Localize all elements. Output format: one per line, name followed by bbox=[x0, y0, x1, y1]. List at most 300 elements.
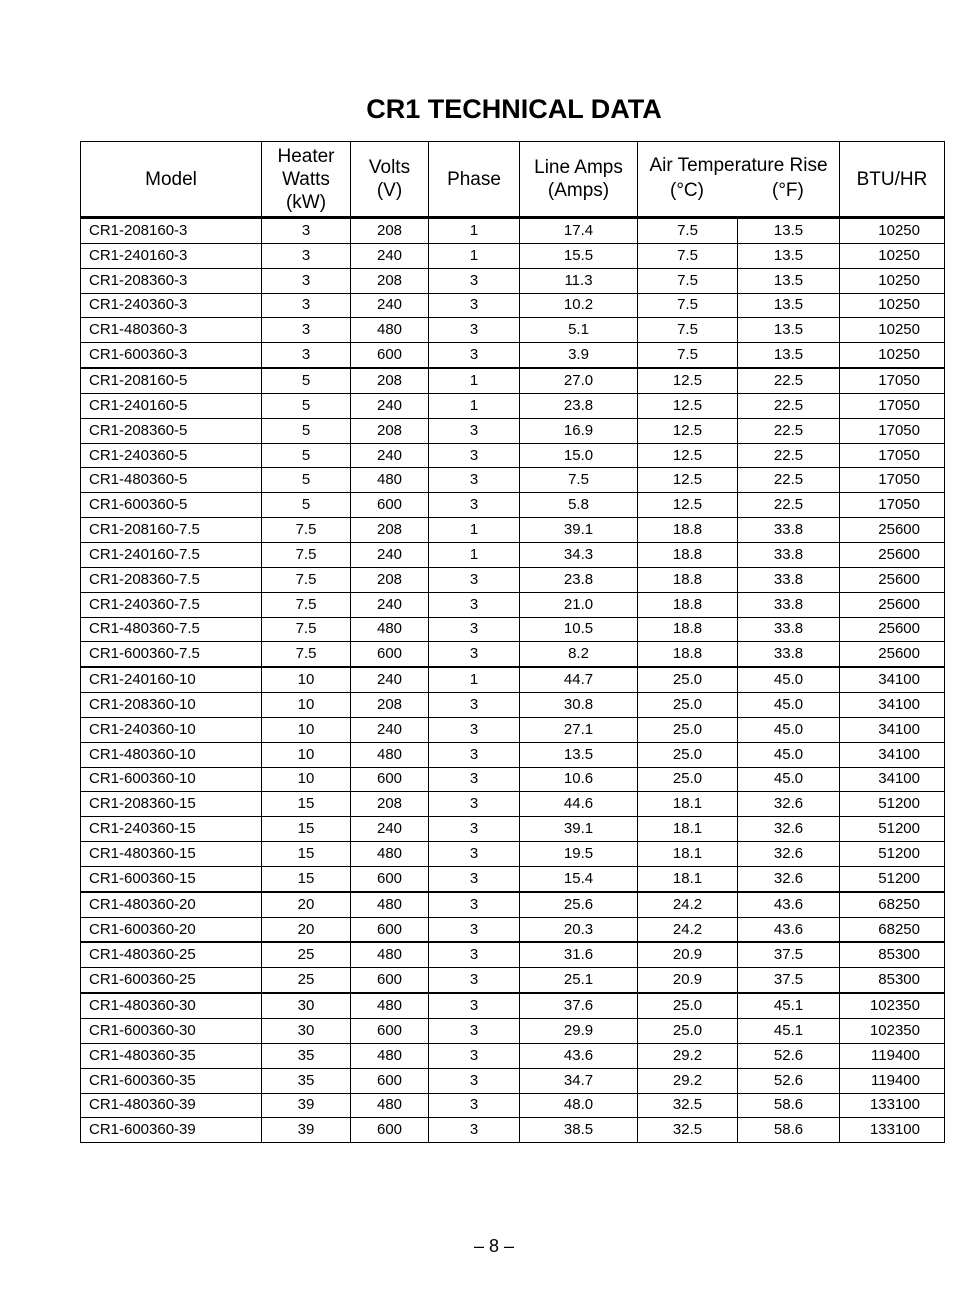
table-row bbox=[81, 318, 945, 343]
heater-watts-cell: 10 bbox=[262, 693, 351, 718]
heater-watts-cell: 30 bbox=[262, 993, 351, 1018]
table-header-row bbox=[81, 142, 945, 218]
header-line-amps-line1: Line Amps bbox=[534, 157, 623, 178]
btu-cell: 10250 bbox=[840, 268, 945, 293]
volts-cell: 240 bbox=[351, 443, 429, 468]
table-row bbox=[81, 617, 945, 642]
temp-rise-c-cell: 18.1 bbox=[638, 842, 738, 867]
phase-cell: 3 bbox=[429, 318, 520, 343]
heater-watts-cell: 7.5 bbox=[262, 518, 351, 543]
temp-rise-f-cell: 13.5 bbox=[738, 243, 840, 268]
btu-cell: 25600 bbox=[840, 567, 945, 592]
btu-cell: 10250 bbox=[840, 318, 945, 343]
model-cell: CR1-480360-10 bbox=[81, 742, 262, 767]
btu-cell: 10250 bbox=[840, 243, 945, 268]
phase-cell: 3 bbox=[429, 693, 520, 718]
temp-rise-c-cell: 25.0 bbox=[638, 667, 738, 692]
table-row bbox=[81, 917, 945, 942]
temp-rise-c-cell: 12.5 bbox=[638, 468, 738, 493]
temp-rise-c-cell: 32.5 bbox=[638, 1118, 738, 1143]
btu-cell: 10250 bbox=[840, 343, 945, 368]
temp-rise-c-cell: 7.5 bbox=[638, 293, 738, 318]
btu-cell: 17050 bbox=[840, 393, 945, 418]
model-cell: CR1-600360-3 bbox=[81, 343, 262, 368]
heater-watts-cell: 25 bbox=[262, 942, 351, 967]
heater-watts-cell: 7.5 bbox=[262, 567, 351, 592]
table-row bbox=[81, 493, 945, 518]
phase-cell: 3 bbox=[429, 817, 520, 842]
model-cell: CR1-480360-30 bbox=[81, 993, 262, 1018]
heater-watts-cell: 30 bbox=[262, 1019, 351, 1044]
phase-cell: 3 bbox=[429, 717, 520, 742]
heater-watts-cell: 3 bbox=[262, 318, 351, 343]
model-cell: CR1-208360-7.5 bbox=[81, 567, 262, 592]
phase-cell: 3 bbox=[429, 1043, 520, 1068]
temp-rise-f-cell: 43.6 bbox=[738, 917, 840, 942]
phase-cell: 3 bbox=[429, 866, 520, 891]
page-title: CR1 TECHNICAL DATA bbox=[366, 94, 662, 125]
model-cell: CR1-208160-7.5 bbox=[81, 518, 262, 543]
volts-cell: 240 bbox=[351, 817, 429, 842]
line-amps-cell: 27.1 bbox=[520, 717, 638, 742]
btu-cell: 25600 bbox=[840, 592, 945, 617]
heater-watts-cell: 15 bbox=[262, 792, 351, 817]
table-row bbox=[81, 866, 945, 891]
btu-cell: 34100 bbox=[840, 742, 945, 767]
heater-watts-cell: 7.5 bbox=[262, 642, 351, 667]
heater-watts-cell: 3 bbox=[262, 293, 351, 318]
temp-rise-c-cell: 7.5 bbox=[638, 268, 738, 293]
table-row bbox=[81, 368, 945, 393]
table-row bbox=[81, 592, 945, 617]
volts-cell: 600 bbox=[351, 917, 429, 942]
phase-cell: 3 bbox=[429, 792, 520, 817]
volts-cell: 240 bbox=[351, 542, 429, 567]
temp-rise-f-cell: 13.5 bbox=[738, 293, 840, 318]
temp-rise-c-cell: 12.5 bbox=[638, 493, 738, 518]
temp-rise-f-cell: 45.0 bbox=[738, 742, 840, 767]
heater-watts-cell: 5 bbox=[262, 393, 351, 418]
phase-cell: 3 bbox=[429, 1118, 520, 1143]
header-heater-watts-line2: Watts bbox=[282, 168, 330, 190]
volts-cell: 240 bbox=[351, 243, 429, 268]
phase-cell: 3 bbox=[429, 567, 520, 592]
temp-rise-c-cell: 29.2 bbox=[638, 1068, 738, 1093]
model-cell: CR1-240160-3 bbox=[81, 243, 262, 268]
heater-watts-cell: 7.5 bbox=[262, 542, 351, 567]
phase-cell: 1 bbox=[429, 218, 520, 244]
table-row bbox=[81, 968, 945, 993]
line-amps-cell: 10.6 bbox=[520, 767, 638, 792]
temp-rise-f-cell: 32.6 bbox=[738, 866, 840, 891]
header-air-temp-celsius: (°C) bbox=[670, 180, 704, 201]
phase-cell: 3 bbox=[429, 1019, 520, 1044]
model-cell: CR1-240360-15 bbox=[81, 817, 262, 842]
volts-cell: 600 bbox=[351, 968, 429, 993]
btu-cell: 10250 bbox=[840, 218, 945, 244]
temp-rise-f-cell: 58.6 bbox=[738, 1118, 840, 1143]
table-row bbox=[81, 993, 945, 1018]
model-cell: CR1-240160-10 bbox=[81, 667, 262, 692]
btu-cell: 51200 bbox=[840, 817, 945, 842]
model-cell: CR1-240160-7.5 bbox=[81, 542, 262, 567]
model-cell: CR1-480360-25 bbox=[81, 942, 262, 967]
temp-rise-f-cell: 22.5 bbox=[738, 368, 840, 393]
phase-cell: 1 bbox=[429, 243, 520, 268]
volts-cell: 208 bbox=[351, 418, 429, 443]
line-amps-cell: 30.8 bbox=[520, 693, 638, 718]
header-air-temperature-rise bbox=[638, 142, 840, 218]
temp-rise-f-cell: 33.8 bbox=[738, 642, 840, 667]
line-amps-cell: 25.6 bbox=[520, 892, 638, 917]
model-cell: CR1-208360-15 bbox=[81, 792, 262, 817]
table-row bbox=[81, 792, 945, 817]
btu-cell: 17050 bbox=[840, 468, 945, 493]
temp-rise-f-cell: 13.5 bbox=[738, 343, 840, 368]
temp-rise-f-cell: 33.8 bbox=[738, 567, 840, 592]
btu-cell: 34100 bbox=[840, 717, 945, 742]
temp-rise-c-cell: 18.8 bbox=[638, 567, 738, 592]
heater-watts-cell: 15 bbox=[262, 866, 351, 891]
btu-cell: 68250 bbox=[840, 892, 945, 917]
model-cell: CR1-480360-39 bbox=[81, 1093, 262, 1118]
table-row bbox=[81, 443, 945, 468]
heater-watts-cell: 35 bbox=[262, 1043, 351, 1068]
btu-cell: 17050 bbox=[840, 418, 945, 443]
table-row bbox=[81, 393, 945, 418]
model-cell: CR1-208360-5 bbox=[81, 418, 262, 443]
volts-cell: 600 bbox=[351, 343, 429, 368]
temp-rise-c-cell: 7.5 bbox=[638, 243, 738, 268]
header-phase: Phase bbox=[429, 142, 520, 218]
temp-rise-c-cell: 12.5 bbox=[638, 368, 738, 393]
line-amps-cell: 44.6 bbox=[520, 792, 638, 817]
table-row bbox=[81, 542, 945, 567]
temp-rise-c-cell: 12.5 bbox=[638, 418, 738, 443]
heater-watts-cell: 20 bbox=[262, 892, 351, 917]
volts-cell: 240 bbox=[351, 393, 429, 418]
table-row bbox=[81, 468, 945, 493]
header-volts bbox=[351, 142, 429, 218]
model-cell: CR1-240360-7.5 bbox=[81, 592, 262, 617]
table-row bbox=[81, 418, 945, 443]
btu-cell: 102350 bbox=[840, 1019, 945, 1044]
header-volts-line1: Volts bbox=[368, 157, 411, 178]
btu-cell: 51200 bbox=[840, 792, 945, 817]
table-row bbox=[81, 842, 945, 867]
temp-rise-f-cell: 13.5 bbox=[738, 218, 840, 244]
line-amps-cell: 16.9 bbox=[520, 418, 638, 443]
line-amps-cell: 15.4 bbox=[520, 866, 638, 891]
line-amps-cell: 34.3 bbox=[520, 542, 638, 567]
model-cell: CR1-208360-10 bbox=[81, 693, 262, 718]
volts-cell: 208 bbox=[351, 693, 429, 718]
line-amps-cell: 27.0 bbox=[520, 368, 638, 393]
volts-cell: 480 bbox=[351, 318, 429, 343]
table-row bbox=[81, 767, 945, 792]
line-amps-cell: 43.6 bbox=[520, 1043, 638, 1068]
header-line-amps-line2: (Amps) bbox=[547, 180, 610, 201]
model-cell: CR1-480360-5 bbox=[81, 468, 262, 493]
model-cell: CR1-480360-7.5 bbox=[81, 617, 262, 642]
temp-rise-f-cell: 33.8 bbox=[738, 592, 840, 617]
model-cell: CR1-480360-3 bbox=[81, 318, 262, 343]
temp-rise-f-cell: 45.1 bbox=[738, 993, 840, 1018]
temp-rise-f-cell: 22.5 bbox=[738, 468, 840, 493]
model-cell: CR1-240360-10 bbox=[81, 717, 262, 742]
phase-cell: 1 bbox=[429, 393, 520, 418]
heater-watts-cell: 5 bbox=[262, 368, 351, 393]
line-amps-cell: 29.9 bbox=[520, 1019, 638, 1044]
technical-data-table bbox=[80, 141, 945, 1143]
btu-cell: 34100 bbox=[840, 667, 945, 692]
model-cell: CR1-600360-25 bbox=[81, 968, 262, 993]
btu-cell: 25600 bbox=[840, 542, 945, 567]
volts-cell: 208 bbox=[351, 792, 429, 817]
heater-watts-cell: 3 bbox=[262, 243, 351, 268]
heater-watts-cell: 5 bbox=[262, 443, 351, 468]
model-cell: CR1-480360-35 bbox=[81, 1043, 262, 1068]
volts-cell: 600 bbox=[351, 1118, 429, 1143]
table-row bbox=[81, 667, 945, 692]
heater-watts-cell: 10 bbox=[262, 717, 351, 742]
table-row bbox=[81, 1019, 945, 1044]
phase-cell: 3 bbox=[429, 493, 520, 518]
phase-cell: 1 bbox=[429, 542, 520, 567]
phase-cell: 3 bbox=[429, 968, 520, 993]
temp-rise-c-cell: 25.0 bbox=[638, 767, 738, 792]
model-cell: CR1-208160-3 bbox=[81, 218, 262, 244]
line-amps-cell: 48.0 bbox=[520, 1093, 638, 1118]
header-heater-watts-line3: (kW) bbox=[285, 191, 327, 213]
btu-cell: 102350 bbox=[840, 993, 945, 1018]
btu-cell: 25600 bbox=[840, 617, 945, 642]
heater-watts-cell: 7.5 bbox=[262, 592, 351, 617]
btu-cell: 119400 bbox=[840, 1068, 945, 1093]
heater-watts-cell: 10 bbox=[262, 767, 351, 792]
temp-rise-c-cell: 7.5 bbox=[638, 343, 738, 368]
table-row bbox=[81, 243, 945, 268]
volts-cell: 600 bbox=[351, 493, 429, 518]
model-cell: CR1-480360-15 bbox=[81, 842, 262, 867]
btu-cell: 25600 bbox=[840, 518, 945, 543]
volts-cell: 480 bbox=[351, 742, 429, 767]
temp-rise-c-cell: 18.1 bbox=[638, 817, 738, 842]
temp-rise-c-cell: 18.8 bbox=[638, 542, 738, 567]
volts-cell: 480 bbox=[351, 468, 429, 493]
btu-cell: 17050 bbox=[840, 493, 945, 518]
btu-cell: 17050 bbox=[840, 368, 945, 393]
temp-rise-c-cell: 24.2 bbox=[638, 917, 738, 942]
volts-cell: 240 bbox=[351, 293, 429, 318]
volts-cell: 208 bbox=[351, 368, 429, 393]
heater-watts-cell: 10 bbox=[262, 742, 351, 767]
volts-cell: 600 bbox=[351, 1068, 429, 1093]
temp-rise-f-cell: 43.6 bbox=[738, 892, 840, 917]
temp-rise-f-cell: 32.6 bbox=[738, 792, 840, 817]
temp-rise-f-cell: 58.6 bbox=[738, 1093, 840, 1118]
btu-cell: 34100 bbox=[840, 767, 945, 792]
btu-cell: 133100 bbox=[840, 1118, 945, 1143]
temp-rise-f-cell: 32.6 bbox=[738, 842, 840, 867]
volts-cell: 208 bbox=[351, 567, 429, 592]
btu-cell: 34100 bbox=[840, 693, 945, 718]
table-row bbox=[81, 268, 945, 293]
volts-cell: 480 bbox=[351, 942, 429, 967]
phase-cell: 3 bbox=[429, 1093, 520, 1118]
line-amps-cell: 7.5 bbox=[520, 468, 638, 493]
header-volts-line2: (V) bbox=[376, 180, 403, 201]
temp-rise-c-cell: 18.8 bbox=[638, 518, 738, 543]
volts-cell: 240 bbox=[351, 717, 429, 742]
temp-rise-f-cell: 32.6 bbox=[738, 817, 840, 842]
table-row bbox=[81, 892, 945, 917]
phase-cell: 3 bbox=[429, 942, 520, 967]
heater-watts-cell: 39 bbox=[262, 1093, 351, 1118]
table-row bbox=[81, 693, 945, 718]
model-cell: CR1-600360-39 bbox=[81, 1118, 262, 1143]
model-cell: CR1-600360-35 bbox=[81, 1068, 262, 1093]
temp-rise-c-cell: 25.0 bbox=[638, 1019, 738, 1044]
phase-cell: 1 bbox=[429, 368, 520, 393]
heater-watts-cell: 20 bbox=[262, 917, 351, 942]
phase-cell: 3 bbox=[429, 767, 520, 792]
table-row bbox=[81, 218, 945, 244]
model-cell: CR1-600360-5 bbox=[81, 493, 262, 518]
temp-rise-f-cell: 52.6 bbox=[738, 1043, 840, 1068]
model-cell: CR1-208360-3 bbox=[81, 268, 262, 293]
heater-watts-cell: 15 bbox=[262, 842, 351, 867]
temp-rise-f-cell: 45.0 bbox=[738, 767, 840, 792]
phase-cell: 3 bbox=[429, 1068, 520, 1093]
model-cell: CR1-600360-7.5 bbox=[81, 642, 262, 667]
volts-cell: 480 bbox=[351, 1043, 429, 1068]
temp-rise-f-cell: 33.8 bbox=[738, 518, 840, 543]
heater-watts-cell: 10 bbox=[262, 667, 351, 692]
table-row bbox=[81, 567, 945, 592]
phase-cell: 3 bbox=[429, 917, 520, 942]
header-line-amps bbox=[520, 142, 638, 218]
model-cell: CR1-600360-30 bbox=[81, 1019, 262, 1044]
volts-cell: 240 bbox=[351, 667, 429, 692]
table-row bbox=[81, 942, 945, 967]
line-amps-cell: 10.2 bbox=[520, 293, 638, 318]
heater-watts-cell: 3 bbox=[262, 218, 351, 244]
phase-cell: 3 bbox=[429, 842, 520, 867]
line-amps-cell: 38.5 bbox=[520, 1118, 638, 1143]
heater-watts-cell: 5 bbox=[262, 493, 351, 518]
temp-rise-c-cell: 29.2 bbox=[638, 1043, 738, 1068]
table-row bbox=[81, 518, 945, 543]
volts-cell: 600 bbox=[351, 767, 429, 792]
header-air-temperature-rise-label: Air Temperature Rise bbox=[649, 155, 828, 176]
volts-cell: 208 bbox=[351, 268, 429, 293]
line-amps-cell: 10.5 bbox=[520, 617, 638, 642]
phase-cell: 3 bbox=[429, 468, 520, 493]
temp-rise-f-cell: 13.5 bbox=[738, 318, 840, 343]
heater-watts-cell: 3 bbox=[262, 268, 351, 293]
btu-cell: 85300 bbox=[840, 968, 945, 993]
line-amps-cell: 19.5 bbox=[520, 842, 638, 867]
phase-cell: 1 bbox=[429, 667, 520, 692]
line-amps-cell: 39.1 bbox=[520, 817, 638, 842]
heater-watts-cell: 5 bbox=[262, 468, 351, 493]
temp-rise-c-cell: 12.5 bbox=[638, 443, 738, 468]
volts-cell: 600 bbox=[351, 1019, 429, 1044]
volts-cell: 480 bbox=[351, 617, 429, 642]
temp-rise-f-cell: 37.5 bbox=[738, 968, 840, 993]
temp-rise-f-cell: 45.0 bbox=[738, 717, 840, 742]
model-cell: CR1-208160-5 bbox=[81, 368, 262, 393]
model-cell: CR1-240160-5 bbox=[81, 393, 262, 418]
temp-rise-f-cell: 45.0 bbox=[738, 693, 840, 718]
phase-cell: 3 bbox=[429, 993, 520, 1018]
line-amps-cell: 31.6 bbox=[520, 942, 638, 967]
temp-rise-c-cell: 7.5 bbox=[638, 218, 738, 244]
temp-rise-c-cell: 20.9 bbox=[638, 942, 738, 967]
header-btu: BTU/HR bbox=[840, 142, 945, 218]
temp-rise-c-cell: 25.0 bbox=[638, 717, 738, 742]
temp-rise-f-cell: 33.8 bbox=[738, 542, 840, 567]
temp-rise-f-cell: 52.6 bbox=[738, 1068, 840, 1093]
header-air-temp-fahrenheit: (°F) bbox=[772, 180, 804, 201]
volts-cell: 600 bbox=[351, 866, 429, 891]
table-row bbox=[81, 817, 945, 842]
table-row bbox=[81, 1093, 945, 1118]
heater-watts-cell: 7.5 bbox=[262, 617, 351, 642]
phase-cell: 3 bbox=[429, 418, 520, 443]
heater-watts-cell: 3 bbox=[262, 343, 351, 368]
btu-cell: 25600 bbox=[840, 642, 945, 667]
volts-cell: 600 bbox=[351, 642, 429, 667]
btu-cell: 17050 bbox=[840, 443, 945, 468]
line-amps-cell: 44.7 bbox=[520, 667, 638, 692]
heater-watts-cell: 39 bbox=[262, 1118, 351, 1143]
model-cell: CR1-600360-20 bbox=[81, 917, 262, 942]
temp-rise-c-cell: 32.5 bbox=[638, 1093, 738, 1118]
model-cell: CR1-240360-5 bbox=[81, 443, 262, 468]
model-cell: CR1-600360-10 bbox=[81, 767, 262, 792]
line-amps-cell: 5.8 bbox=[520, 493, 638, 518]
line-amps-cell: 3.9 bbox=[520, 343, 638, 368]
volts-cell: 480 bbox=[351, 892, 429, 917]
header-heater-watts-line1: Heater bbox=[277, 145, 335, 167]
phase-cell: 1 bbox=[429, 518, 520, 543]
model-cell: CR1-600360-15 bbox=[81, 866, 262, 891]
temp-rise-f-cell: 13.5 bbox=[738, 268, 840, 293]
temp-rise-f-cell: 22.5 bbox=[738, 493, 840, 518]
temp-rise-f-cell: 45.0 bbox=[738, 667, 840, 692]
line-amps-cell: 17.4 bbox=[520, 218, 638, 244]
temp-rise-c-cell: 7.5 bbox=[638, 318, 738, 343]
line-amps-cell: 39.1 bbox=[520, 518, 638, 543]
table-row bbox=[81, 717, 945, 742]
phase-cell: 3 bbox=[429, 892, 520, 917]
temp-rise-c-cell: 12.5 bbox=[638, 393, 738, 418]
phase-cell: 3 bbox=[429, 268, 520, 293]
volts-cell: 208 bbox=[351, 218, 429, 244]
table-row bbox=[81, 1068, 945, 1093]
heater-watts-cell: 25 bbox=[262, 968, 351, 993]
heater-watts-cell: 15 bbox=[262, 817, 351, 842]
btu-cell: 119400 bbox=[840, 1043, 945, 1068]
table-row bbox=[81, 1118, 945, 1143]
header-model: Model bbox=[81, 142, 262, 218]
table-row bbox=[81, 343, 945, 368]
btu-cell: 133100 bbox=[840, 1093, 945, 1118]
table-row bbox=[81, 293, 945, 318]
temp-rise-f-cell: 37.5 bbox=[738, 942, 840, 967]
